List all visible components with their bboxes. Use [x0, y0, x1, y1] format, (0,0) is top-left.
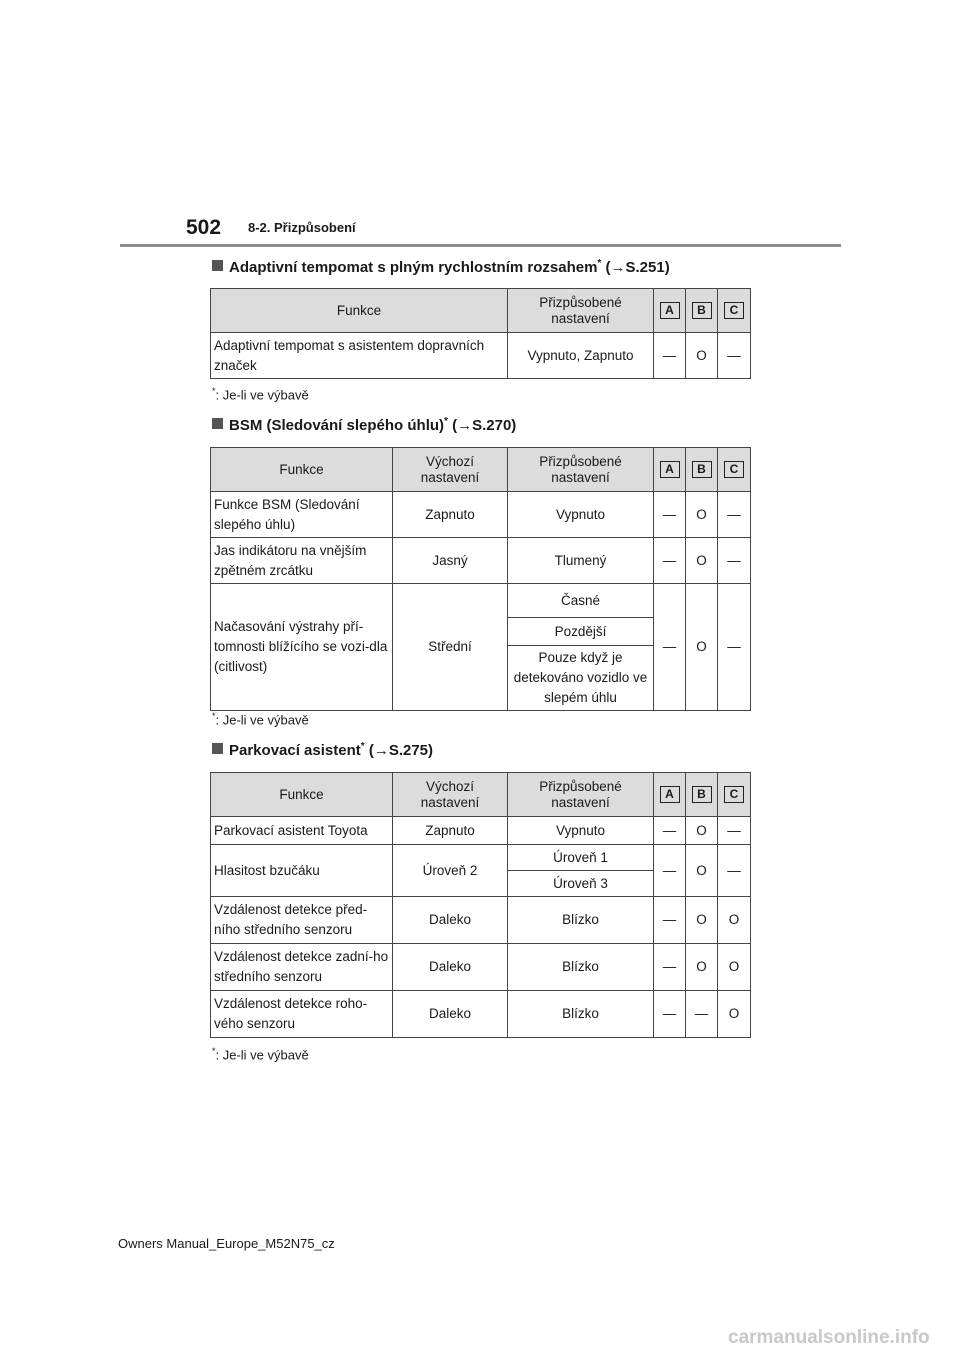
- cell-default: Střední: [393, 584, 508, 711]
- cell-custom: Pouze když je detekováno vozidlo ve slepém úhlu: [508, 646, 654, 711]
- cell-default: Jasný: [393, 538, 508, 584]
- header-custom: Přizpůsobené nastavení: [508, 289, 654, 333]
- cell-custom: Pozdější: [508, 618, 654, 646]
- cell-a: —: [654, 897, 686, 944]
- cell-b: O: [686, 538, 718, 584]
- cell-a: —: [654, 817, 686, 845]
- cell-a: —: [654, 845, 686, 897]
- cell-a: —: [654, 333, 686, 379]
- cell-b: O: [686, 845, 718, 897]
- cell-custom: Úroveň 3: [508, 871, 654, 897]
- header-custom: Přizpůsobené nastavení: [508, 448, 654, 492]
- cell-b: O: [686, 944, 718, 991]
- cell-custom: Vypnuto: [508, 817, 654, 845]
- cell-function: Načasování výstrahy pří-tomnosti blížícího se vozi-dla (citlivost): [211, 584, 393, 711]
- footnote: *: Je-li ve výbavě: [212, 386, 309, 403]
- section-title-text: Adaptivní tempomat s plným rychlostním rozsahem: [229, 259, 598, 276]
- cell-b: O: [686, 584, 718, 711]
- table-row: [211, 817, 751, 845]
- header-function: Funkce: [211, 773, 393, 817]
- cell-default: Daleko: [393, 944, 508, 991]
- cell-a: —: [654, 944, 686, 991]
- cell-c: O: [718, 991, 751, 1038]
- cell-custom: Blízko: [508, 991, 654, 1038]
- section-title-bsm: BSM (Sledování slepého úhlu)* (→S.270): [212, 416, 516, 434]
- header-b: B: [686, 773, 718, 817]
- header-c: C: [718, 773, 751, 817]
- cell-function: Vzdálenost detekce roho-vého senzoru: [211, 991, 393, 1038]
- header-default: Výchozí nastavení: [393, 448, 508, 492]
- table-row: [211, 584, 751, 618]
- cell-function: Vzdálenost detekce před-ního středního senzoru: [211, 897, 393, 944]
- header-custom: Přizpůsobené nastavení: [508, 773, 654, 817]
- cell-a: —: [654, 584, 686, 711]
- cell-b: O: [686, 897, 718, 944]
- section-title-parking: Parkovací asistent* (→S.275): [212, 741, 433, 759]
- cell-c: O: [718, 897, 751, 944]
- header-function: Funkce: [211, 289, 508, 333]
- cell-c: O: [718, 944, 751, 991]
- chapter-title: 8-2. Přizpůsobení: [248, 220, 356, 235]
- cell-default: Zapnuto: [393, 492, 508, 538]
- page-reference: (→S.275): [368, 742, 434, 759]
- footnote: *: Je-li ve výbavě: [212, 711, 309, 728]
- table-row: [211, 538, 751, 584]
- table-acc: [210, 288, 751, 379]
- table-row: [211, 333, 751, 379]
- cell-b: O: [686, 333, 718, 379]
- cell-function: Adaptivní tempomat s asistentem dopravních značek: [211, 333, 508, 379]
- cell-a: —: [654, 991, 686, 1038]
- bullet-square-icon: [212, 418, 223, 429]
- footer-document-id: Owners Manual_Europe_M52N75_cz: [118, 1236, 335, 1251]
- header-default: Výchozí nastavení: [393, 773, 508, 817]
- cell-a: —: [654, 492, 686, 538]
- cell-custom: Vypnuto: [508, 492, 654, 538]
- table-row: [211, 492, 751, 538]
- table-row: [211, 897, 751, 944]
- page-number: 502: [186, 216, 222, 239]
- cell-b: O: [686, 817, 718, 845]
- cell-c: —: [718, 817, 751, 845]
- cell-a: —: [654, 538, 686, 584]
- header-b: B: [686, 448, 718, 492]
- bullet-square-icon: [212, 260, 223, 271]
- cell-function: Vzdálenost detekce zadní-ho středního senzoru: [211, 944, 393, 991]
- cell-c: —: [718, 538, 751, 584]
- page-reference: (→S.270): [452, 417, 517, 434]
- cell-custom: Časné: [508, 584, 654, 618]
- footnote: *: Je-li ve výbavě: [212, 1046, 309, 1063]
- cell-c: —: [718, 333, 751, 379]
- table-row: [211, 845, 751, 871]
- cell-default: Zapnuto: [393, 817, 508, 845]
- header-c: C: [718, 448, 751, 492]
- header-a: A: [654, 289, 686, 333]
- cell-c: —: [718, 584, 751, 711]
- cell-custom: Vypnuto, Zapnuto: [508, 333, 654, 379]
- bullet-square-icon: [212, 743, 223, 754]
- header-function: Funkce: [211, 448, 393, 492]
- page-reference: (→S.251): [605, 259, 670, 276]
- header-rule: [120, 244, 841, 247]
- table-row: [211, 944, 751, 991]
- section-title-text: BSM (Sledování slepého úhlu): [229, 417, 445, 434]
- cell-b: O: [686, 492, 718, 538]
- cell-custom: Blízko: [508, 944, 654, 991]
- cell-default: Daleko: [393, 897, 508, 944]
- cell-function: Hlasitost bzučáku: [211, 845, 393, 897]
- cell-c: —: [718, 492, 751, 538]
- table-bsm: [210, 447, 751, 711]
- section-title-text: Parkovací asistent: [229, 742, 361, 759]
- header-a: A: [654, 448, 686, 492]
- header-b: B: [686, 289, 718, 333]
- cell-custom: Blízko: [508, 897, 654, 944]
- cell-function: Parkovací asistent Toyota: [211, 817, 393, 845]
- cell-c: —: [718, 845, 751, 897]
- cell-default: Úroveň 2: [393, 845, 508, 897]
- table-row: [211, 991, 751, 1038]
- cell-custom: Úroveň 1: [508, 845, 654, 871]
- cell-function: Jas indikátoru na vnějším zpětném zrcátku: [211, 538, 393, 584]
- section-title-acc: Adaptivní tempomat s plným rychlostním rozsahem* (→S.251): [212, 258, 670, 276]
- cell-function: Funkce BSM (Sledování slepého úhlu): [211, 492, 393, 538]
- cell-default: Daleko: [393, 991, 508, 1038]
- header-c: C: [718, 289, 751, 333]
- cell-b: —: [686, 991, 718, 1038]
- header-a: A: [654, 773, 686, 817]
- watermark: carmanualsonline.info: [728, 1327, 930, 1348]
- table-parking: [210, 772, 751, 1038]
- cell-custom: Tlumený: [508, 538, 654, 584]
